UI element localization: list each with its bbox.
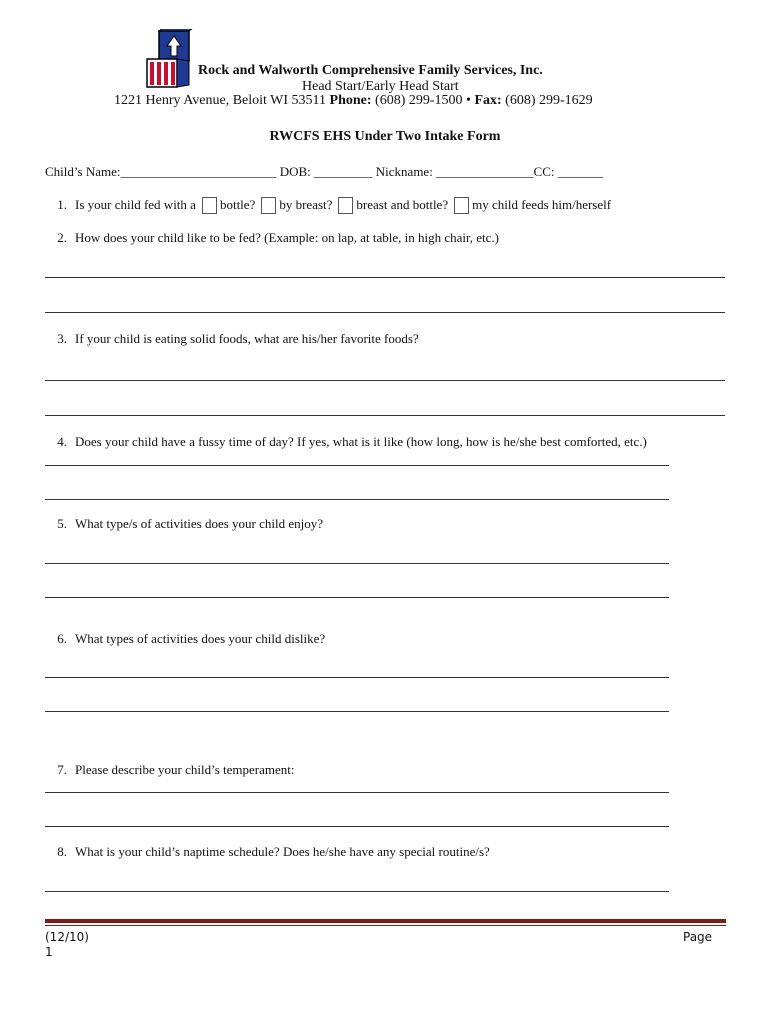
answer-line[interactable]: [45, 380, 725, 381]
question-text: What type/s of activities does your child enjoy?: [75, 516, 324, 531]
breast-checkbox[interactable]: [261, 197, 276, 214]
phone-label: Phone:: [329, 93, 372, 108]
question-1: [45, 197, 611, 215]
answer-line[interactable]: [45, 563, 669, 564]
child-info-fields[interactable]: Child’s Name:________________________ DOB: _________ Nickname: _______________CC: _______: [45, 164, 604, 179]
self-feeds-checkbox[interactable]: [454, 197, 469, 214]
answer-line[interactable]: [45, 677, 669, 678]
question-number: 8.: [57, 844, 67, 859]
phone-number: (608) 299-1500 •: [371, 93, 475, 108]
bottle-checkbox[interactable]: [202, 197, 217, 214]
question-text: Does your child have a fussy time of day? If yes, what is it like (how long, how is he/she best comforted, etc.): [75, 434, 647, 449]
answer-line[interactable]: [45, 891, 669, 892]
question-text: Please describe your child’s temperament:: [75, 762, 295, 777]
question-text: Is your child fed with a: [75, 197, 196, 212]
fax-label: Fax:: [474, 93, 502, 108]
answer-line[interactable]: [45, 312, 725, 313]
answer-line[interactable]: [45, 465, 669, 466]
footer-page-label: Page: [683, 930, 713, 944]
breast-and-bottle-checkbox[interactable]: [338, 197, 353, 214]
form-title: RWCFS EHS Under Two Intake Form: [269, 129, 501, 144]
question-5: [45, 516, 323, 532]
blocks-logo: [143, 29, 193, 89]
question-4: [45, 434, 647, 450]
answer-line[interactable]: [45, 597, 669, 598]
footer-rule-thick: [45, 919, 726, 923]
question-text: How does your child like to be fed? (Example: on lap, at table, in high chair, etc.): [75, 230, 500, 245]
question-text: What types of activities does your child dislike?: [75, 631, 326, 646]
question-number: 7.: [57, 762, 67, 777]
fax-number: (608) 299-1629: [501, 93, 593, 108]
footer-date: (12/10): [45, 930, 89, 944]
question-number: 5.: [57, 516, 67, 531]
footer-rule-thin: [45, 925, 726, 926]
question-7: [45, 762, 294, 778]
answer-line[interactable]: [45, 277, 725, 278]
option-label: breast and bottle?: [356, 197, 449, 212]
answer-line[interactable]: [45, 711, 669, 712]
answer-line[interactable]: [45, 792, 669, 793]
question-6: [45, 631, 325, 647]
footer-page-number: 1: [45, 945, 53, 959]
question-number: 6.: [57, 631, 67, 646]
question-text: If your child is eating solid foods, what are his/her favorite foods?: [75, 331, 419, 346]
option-label: by breast?: [279, 197, 333, 212]
org-name: Rock and Walworth Comprehensive Family Services, Inc.: [198, 63, 543, 78]
question-8: [45, 844, 490, 860]
question-3: [45, 331, 419, 347]
question-number: 3.: [57, 331, 67, 346]
option-label: bottle?: [219, 197, 256, 212]
question-number: 1.: [57, 197, 67, 212]
question-number: 2.: [57, 230, 67, 245]
question-text: What is your child’s naptime schedule? Does he/she have any special routine/s?: [75, 844, 490, 859]
answer-line[interactable]: [45, 826, 669, 827]
org-address: 1221 Henry Avenue, Beloit WI 53511: [114, 93, 327, 108]
question-number: 4.: [57, 434, 67, 449]
org-subtitle: Head Start/Early Head Start: [302, 79, 459, 94]
org-contact: [114, 93, 593, 109]
answer-line[interactable]: [45, 499, 669, 500]
question-2: [45, 230, 499, 246]
answer-line[interactable]: [45, 415, 725, 416]
option-label: my child feeds him/herself: [472, 197, 612, 212]
